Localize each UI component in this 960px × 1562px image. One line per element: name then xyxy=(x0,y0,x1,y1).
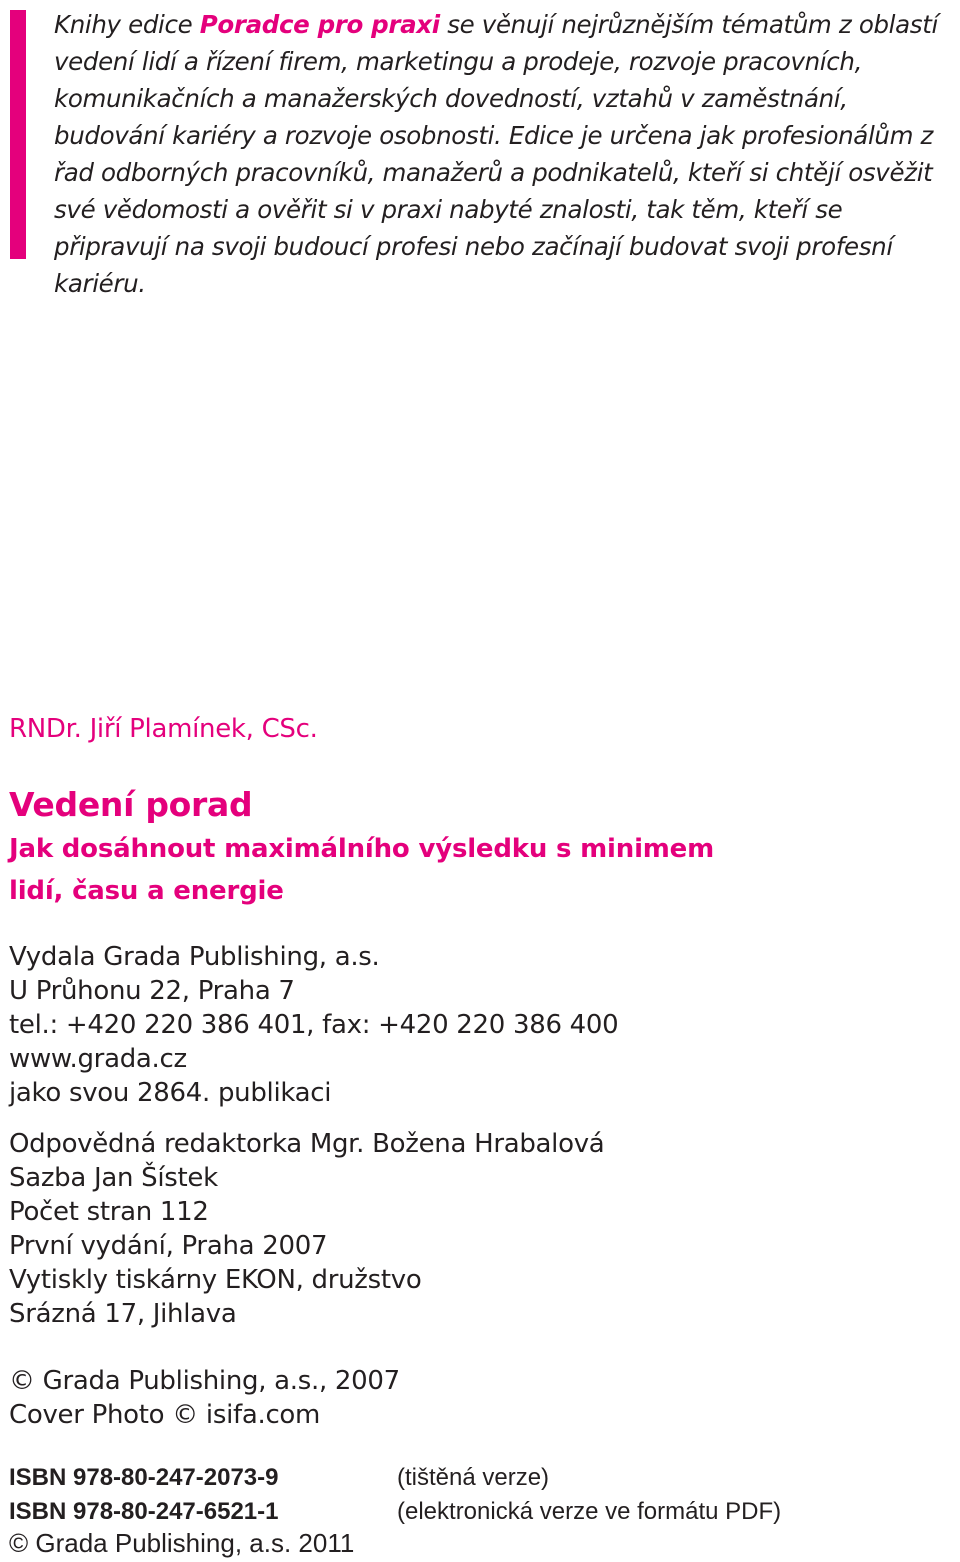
isbn-row xyxy=(9,1464,549,1492)
publisher-website: www.grada.cz xyxy=(9,1044,187,1074)
page-count-line: Počet stran 112 xyxy=(9,1197,209,1227)
copyright-info xyxy=(9,1364,400,1432)
series-description xyxy=(54,6,958,302)
book-author: RNDr. Jiří Plamínek, CSc. xyxy=(9,714,318,744)
intro-text-rest: se věnují nejrůznějším tématům z oblastí vedení lidí a řízení firem, marketingu a prodeje, rozvoje pracovních, komunikačních a manažerských dovedností, vztahů v zaměstnání, budování kariéry a rozvoje osobnosti. Edice je určena jak profesionálům z řad odborných pracovníků, manažerů a podnikatelů, kteří si chtějí osvěžit své vědomosti a ověřit si v praxi nabyté znalosti, tak těm, kteří se připravují na svoji budoucí profesi nebo začínají budovat svoji profesní kariéru. xyxy=(54,10,938,298)
isbn-note: (elektronická verze ve formátu PDF) xyxy=(397,1498,782,1525)
publisher-phone: tel.: +420 220 386 401, fax: +420 220 386 400 xyxy=(9,1010,619,1040)
production-info xyxy=(9,1127,604,1331)
copyright-line: © Grada Publishing, a.s., 2007 xyxy=(9,1366,400,1396)
publication-number: jako svou 2864. publikaci xyxy=(9,1078,332,1108)
typesetting-line: Sazba Jan Šístek xyxy=(9,1163,218,1193)
isbn-row xyxy=(9,1498,781,1526)
accent-bar xyxy=(10,10,26,259)
isbn-number: ISBN 978-80-247-6521-1 xyxy=(9,1498,279,1525)
edition-line: První vydání, Praha 2007 xyxy=(9,1231,328,1261)
copyright-final: © Grada Publishing, a.s. 2011 xyxy=(9,1528,355,1558)
cover-photo-credit: Cover Photo © isifa.com xyxy=(9,1400,321,1430)
intro-text-start: Knihy edice xyxy=(54,10,200,39)
book-subtitle: Jak dosáhnout maximálního výsledku s minimem lidí, času a energie xyxy=(9,834,714,906)
isbn-number: ISBN 978-80-247-2073-9 xyxy=(9,1464,279,1491)
publisher-info xyxy=(9,940,618,1110)
series-name: Poradce pro praxi xyxy=(199,10,440,39)
editor-line: Odpovědná redaktorka Mgr. Božena Hrabalová xyxy=(9,1129,605,1159)
book-title: Vedení porad xyxy=(9,785,253,824)
publisher-address: U Průhonu 22, Praha 7 xyxy=(9,976,295,1006)
printer-address: Srázná 17, Jihlava xyxy=(9,1299,237,1329)
printer-line: Vytiskly tiskárny EKON, družstvo xyxy=(9,1265,422,1295)
publisher-line: Vydala Grada Publishing, a.s. xyxy=(9,942,380,972)
isbn-note: (tištěná verze) xyxy=(397,1464,550,1491)
